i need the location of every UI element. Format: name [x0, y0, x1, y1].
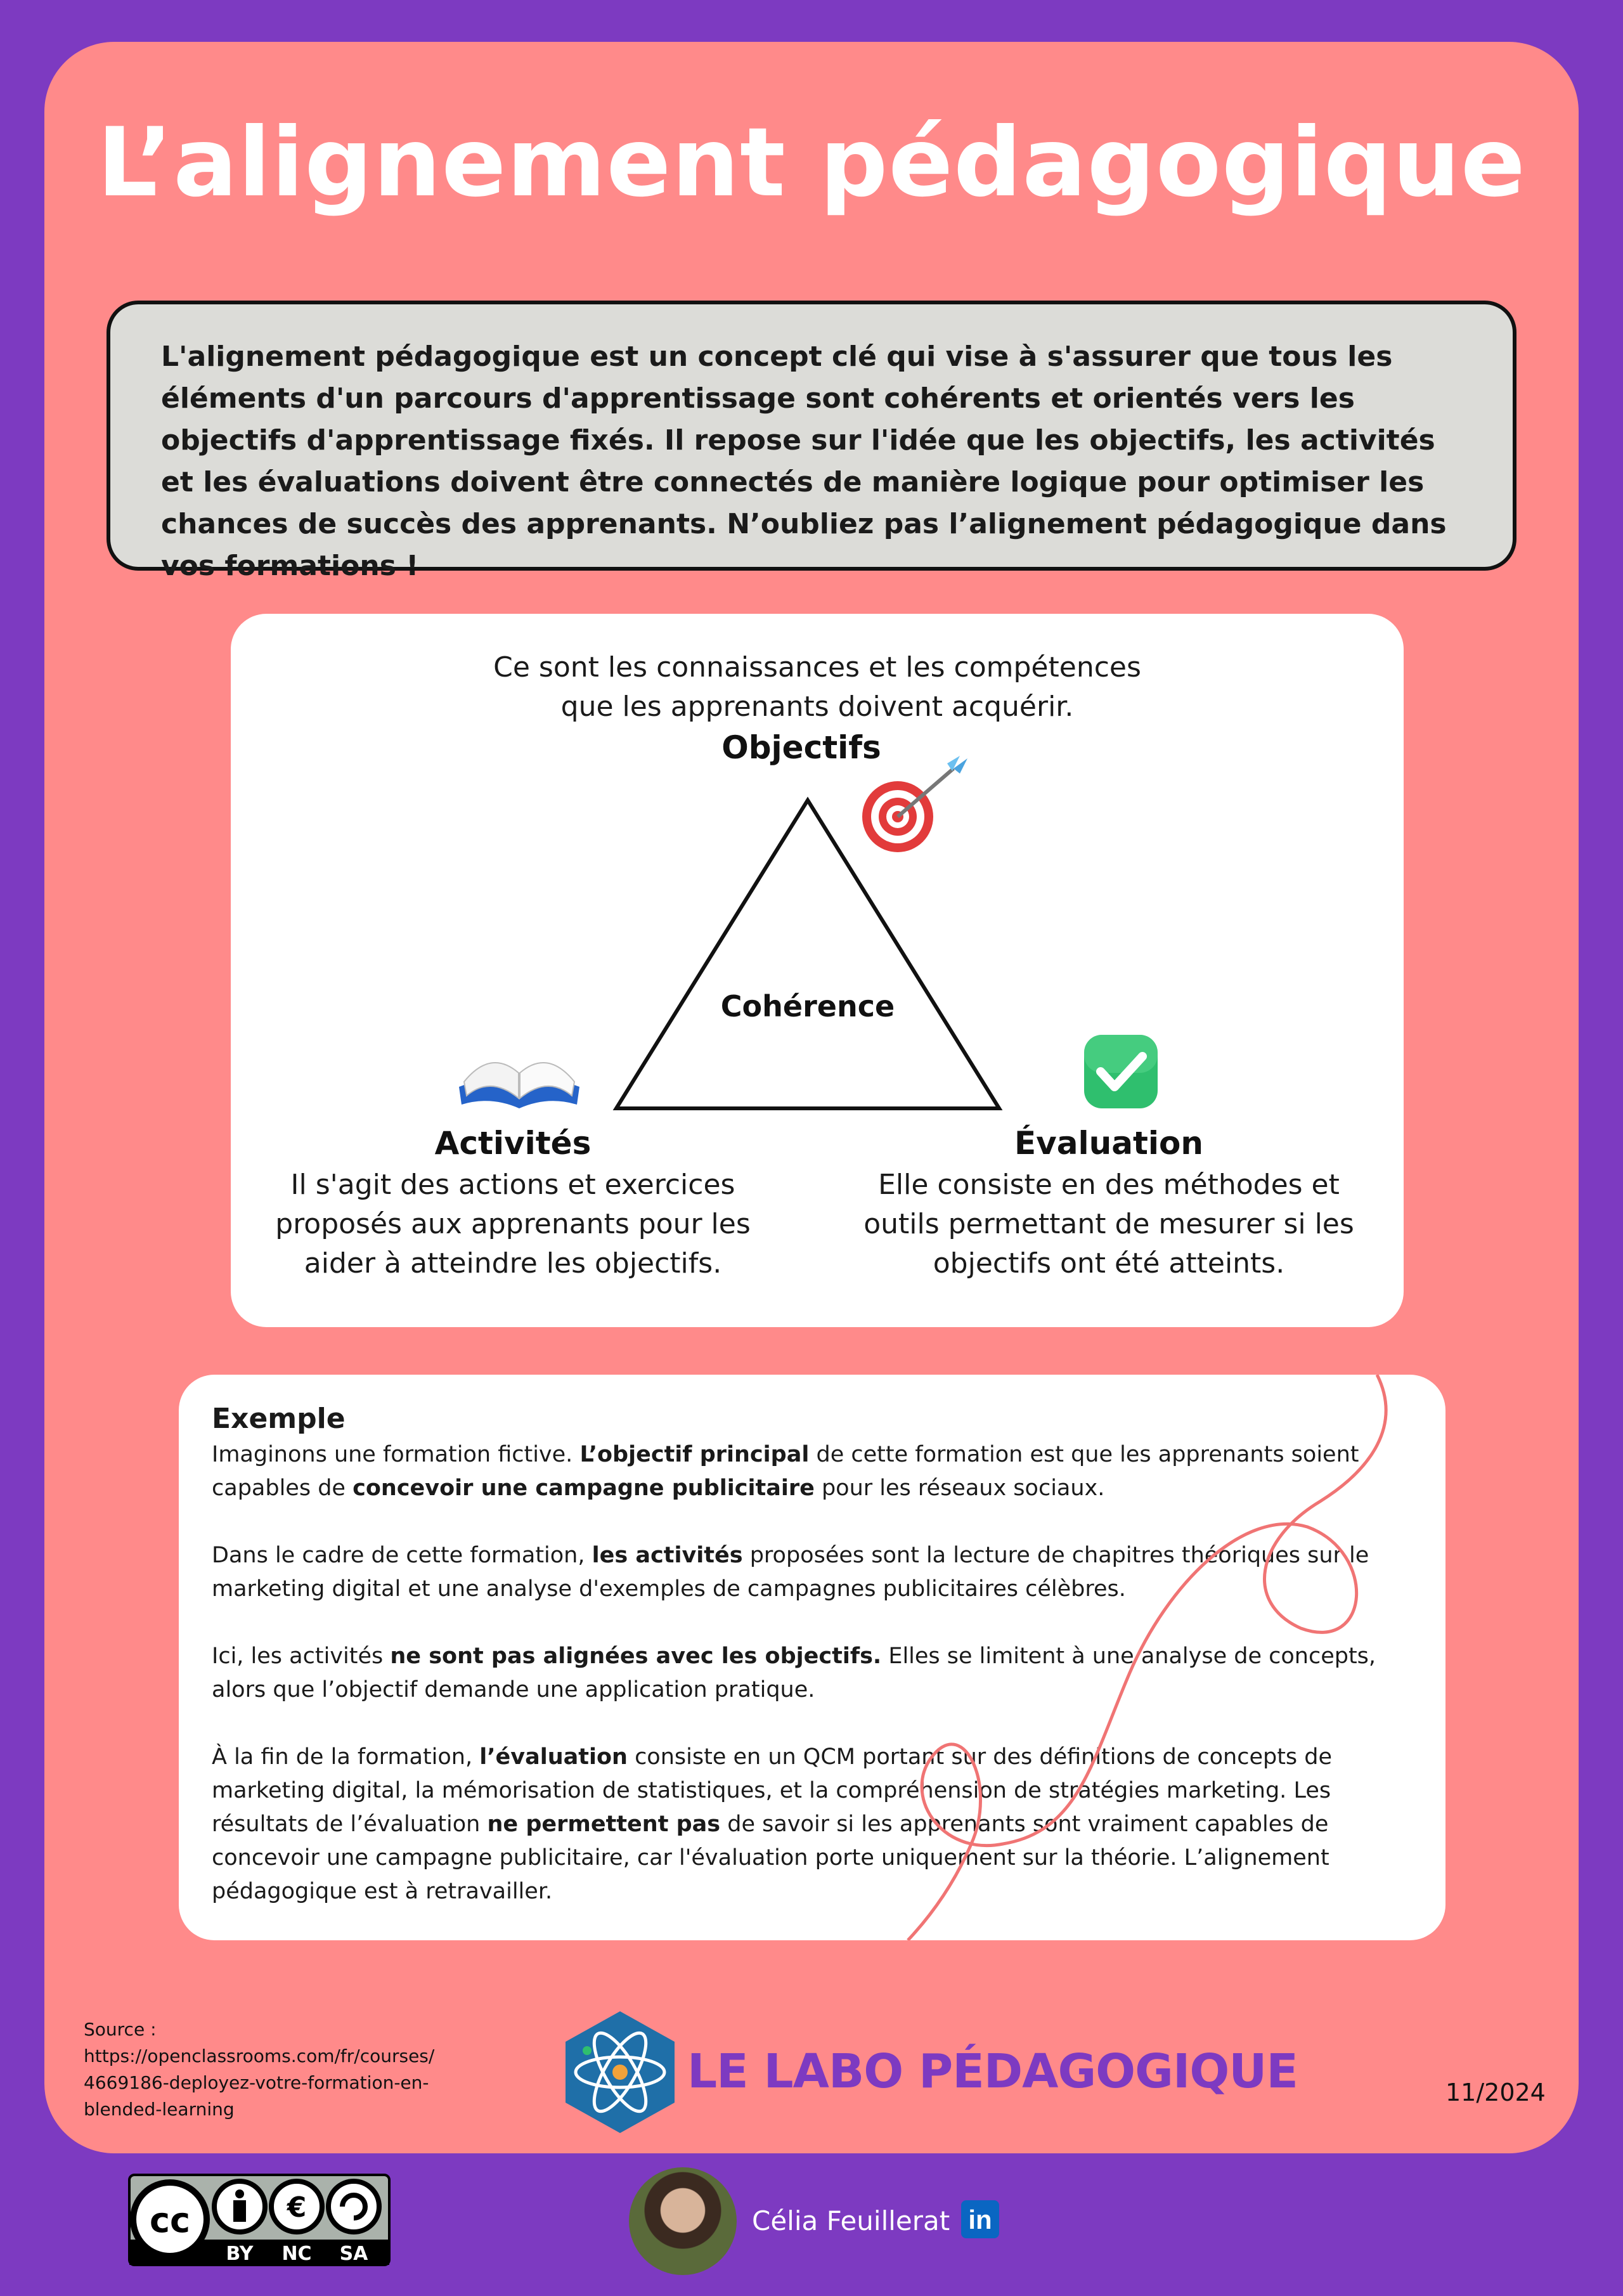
example-content — [212, 1400, 1416, 1940]
coherence-label: Cohérence — [720, 989, 895, 1023]
evaluation-desc-line-3: objectifs ont été atteints. — [933, 1247, 1285, 1280]
target-icon — [858, 755, 973, 856]
ex-p1-text-a: Imaginons une formation fictive. — [212, 1442, 580, 1467]
checkmark-icon — [1082, 1032, 1160, 1111]
evaluation-desc-line-2: outils permettant de mesurer si les — [863, 1208, 1354, 1240]
activites-desc-line-3: aider à atteindre les objectifs. — [304, 1247, 722, 1280]
ex-p1-bold-campagne: concevoir une campagne publicitaire — [352, 1476, 815, 1501]
linkedin-icon[interactable]: in — [961, 2200, 999, 2238]
source-note — [84, 2016, 464, 2123]
activites-description — [243, 1165, 782, 1283]
source-link[interactable]: https://openclassrooms.com/fr/courses/4669186-deployez-votre-formation-en-blended-learning — [84, 2046, 435, 2120]
example-paragraph-4 — [212, 1741, 1416, 1909]
author-avatar — [629, 2167, 737, 2275]
ex-p4-bold-evaluation: l’évaluation — [479, 1744, 628, 1770]
alignment-diagram — [231, 614, 1404, 1327]
author-name: Célia Feuillerat — [752, 2205, 950, 2236]
example-box — [179, 1375, 1445, 1940]
page-title: L’alignement pédagogique — [97, 108, 1526, 218]
svg-text:€: € — [287, 2191, 307, 2224]
ex-p2-text-a: Dans le cadre de cette formation, — [212, 1543, 592, 1568]
ex-p4-bold-ne-permettent: ne permettent pas — [487, 1812, 721, 1837]
activites-desc-line-1: Il s'agit des actions et exercices — [290, 1169, 735, 1201]
ex-p2-text-c: proposées sont la lecture de chapitres théoriques sur le marketing digital et une analyse d'exemples de campagnes publicitaires célèbres. — [212, 1543, 1369, 1602]
objectifs-title: Objectifs — [721, 729, 881, 766]
open-book-icon — [453, 1042, 586, 1112]
intro-text: L'alignement pédagogique est un concept clé qui vise à s'assurer que tous les éléments d'un parcours d'apprentissage sont cohérents et orientés vers les objectifs d'apprentissage fixés. Il repose sur l'idée que les objectifs, les activités et les évaluations doivent être connectés de manière logique pour optimiser les chances de succès des apprenants. N’oubliez pas l’alignement pédagogique dans vos formations ! — [161, 341, 1447, 582]
activites-desc-line-2: proposés aux apprenants pour les — [275, 1208, 751, 1240]
creative-commons-license-icon[interactable] — [128, 2174, 391, 2266]
activites-title: Activités — [434, 1125, 592, 1162]
source-label: Source : — [84, 2019, 157, 2040]
example-paragraph-2 — [212, 1539, 1416, 1606]
ex-p1-text-e: pour les réseaux sociaux. — [814, 1476, 1105, 1501]
example-paragraph-1 — [212, 1438, 1416, 1505]
ex-p3-bold-not-aligned: ne sont pas alignées avec les objectifs. — [390, 1644, 882, 1669]
objectifs-desc-line-2: que les apprenants doivent acquérir. — [560, 691, 1074, 723]
ex-p1-bold-objectif: L’objectif principal — [579, 1442, 810, 1467]
evaluation-title: Évaluation — [1014, 1125, 1203, 1162]
evaluation-desc-line-1: Elle consiste en des méthodes et — [878, 1169, 1340, 1201]
labo-logo-text: LE LABO PÉDAGOGIQUE — [687, 2044, 1298, 2099]
example-title: Exemple — [212, 1403, 346, 1435]
ex-p3-text-a: Ici, les activités — [212, 1644, 391, 1669]
ex-p4-text-c: consiste en un QCM portant sur des définitions de concepts de marketing digital, la mémorisation de statistiques, et la compréhension de stratégies marketing. Les résultats de l’évaluation — [212, 1744, 1333, 1837]
labo-atom-logo-icon — [562, 2009, 678, 2136]
publication-date: 11/2024 — [1445, 2079, 1546, 2106]
ex-p1-text-c: de cette formation est que les apprenants soient capables de — [212, 1442, 1359, 1501]
license-nc: NC — [281, 2243, 312, 2265]
evaluation-description — [839, 1165, 1378, 1283]
cc-badge-text: cc — [149, 2200, 191, 2240]
example-paragraph-3 — [212, 1640, 1416, 1707]
license-sa: SA — [339, 2243, 368, 2265]
ex-p4-text-e: de savoir si les apprenants sont vraiment capables de concevoir une campagne publicitaire, car l'évaluation porte uniquement sur la théorie. L’alignement pédagogique est à retravailler. — [212, 1812, 1329, 1904]
ex-p2-bold-activites: les activités — [592, 1543, 743, 1568]
license-by: BY — [226, 2243, 254, 2265]
ex-p3-text-c: Elles se limitent à une analyse de concepts, alors que l’objectif demande une application pratique. — [212, 1644, 1376, 1703]
objectifs-desc-line-1: Ce sont les connaissances et les compétences — [493, 651, 1141, 684]
objectifs-description — [231, 648, 1404, 727]
intro-box — [107, 301, 1516, 582]
ex-p4-text-a: À la fin de la formation, — [212, 1744, 480, 1770]
